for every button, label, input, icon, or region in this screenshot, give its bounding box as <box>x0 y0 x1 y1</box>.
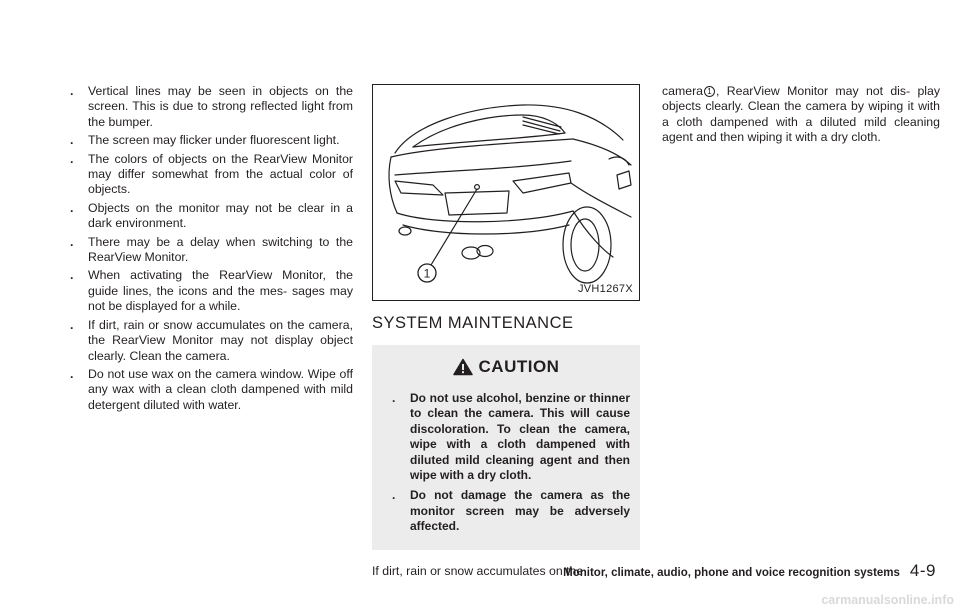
page-number: 4-9 <box>909 561 936 580</box>
bullet-dot: . <box>70 234 74 249</box>
bullet-dot: . <box>70 133 74 148</box>
list-item: . Objects on the monitor may not be clear in a dark environment. <box>70 200 353 231</box>
bullet-dot: . <box>392 391 396 405</box>
bullet-dot: . <box>70 84 74 98</box>
middle-column <box>372 84 640 579</box>
page-footer <box>563 561 936 581</box>
list-item: . Vertical lines may be seen in objects on the screen. This is due to strong reflected light from the bumper. <box>70 84 353 129</box>
left-column <box>70 84 353 416</box>
paragraph-continuation: camera 1 , RearView Monitor may not dis- play objects clearly. Clean the camera by wiping it with a cloth dampened with a diluted mild cleaning agent and then wiping it with a dry cloth. <box>662 84 940 145</box>
watermark: carmanualsonline.info <box>821 593 954 607</box>
bullet-dot: . <box>70 366 74 381</box>
bullet-dot: . <box>70 200 74 215</box>
callout-marker: 1 <box>704 86 715 97</box>
callout-number: 1 <box>423 266 431 281</box>
chapter-title: Monitor, climate, audio, phone and voice recognition systems <box>563 567 900 579</box>
paragraph-start: If dirt, rain or snow accumulates on the <box>372 563 584 578</box>
list-item: . When activating the RearView Monitor, the guide lines, the icons and the mes- sages may not be displayed for a while. <box>70 268 353 314</box>
caution-list <box>382 391 630 535</box>
list-item: . Do not damage the camera as the monitor screen may be adversely affected. <box>392 488 630 534</box>
bullet-dot: . <box>392 488 396 503</box>
list-item: . There may be a delay when switching to the RearView Monitor. <box>70 234 353 265</box>
caution-label: CAUTION <box>478 357 560 376</box>
car-illustration-svg <box>373 85 639 300</box>
list-item: . Do not use alcohol, benzine or thinner to clean the camera. This will cause discoloration. To clean the camera, wipe with a cloth dampened with diluted mild cleaning agent and then wipe with a dry cloth. <box>392 391 630 483</box>
list-item: . If dirt, rain or snow accumulates on the camera, the RearView Monitor may not display object clearly. Clean the camera. <box>70 317 353 363</box>
right-column <box>662 84 940 146</box>
caution-title <box>382 357 630 377</box>
list-item: . The screen may flicker under fluorescent light. <box>70 133 340 148</box>
list-item: . The colors of objects on the RearView Monitor may differ somewhat from the actual color of objects. <box>70 151 353 197</box>
bullet-dot: . <box>70 151 74 166</box>
figure-code: JVH1267X <box>578 283 633 295</box>
car-rear-illustration <box>372 84 640 301</box>
bullet-dot: . <box>70 317 74 332</box>
list-item: . Do not use wax on the camera window. Wipe off any wax with a clean cloth dampened with mild detergent diluted with water. <box>70 366 353 412</box>
section-heading: SYSTEM MAINTENANCE <box>372 314 574 332</box>
warning-triangle-icon <box>453 358 473 376</box>
caution-box <box>372 345 640 550</box>
bullet-dot: . <box>70 268 74 283</box>
bullet-list <box>70 84 353 413</box>
